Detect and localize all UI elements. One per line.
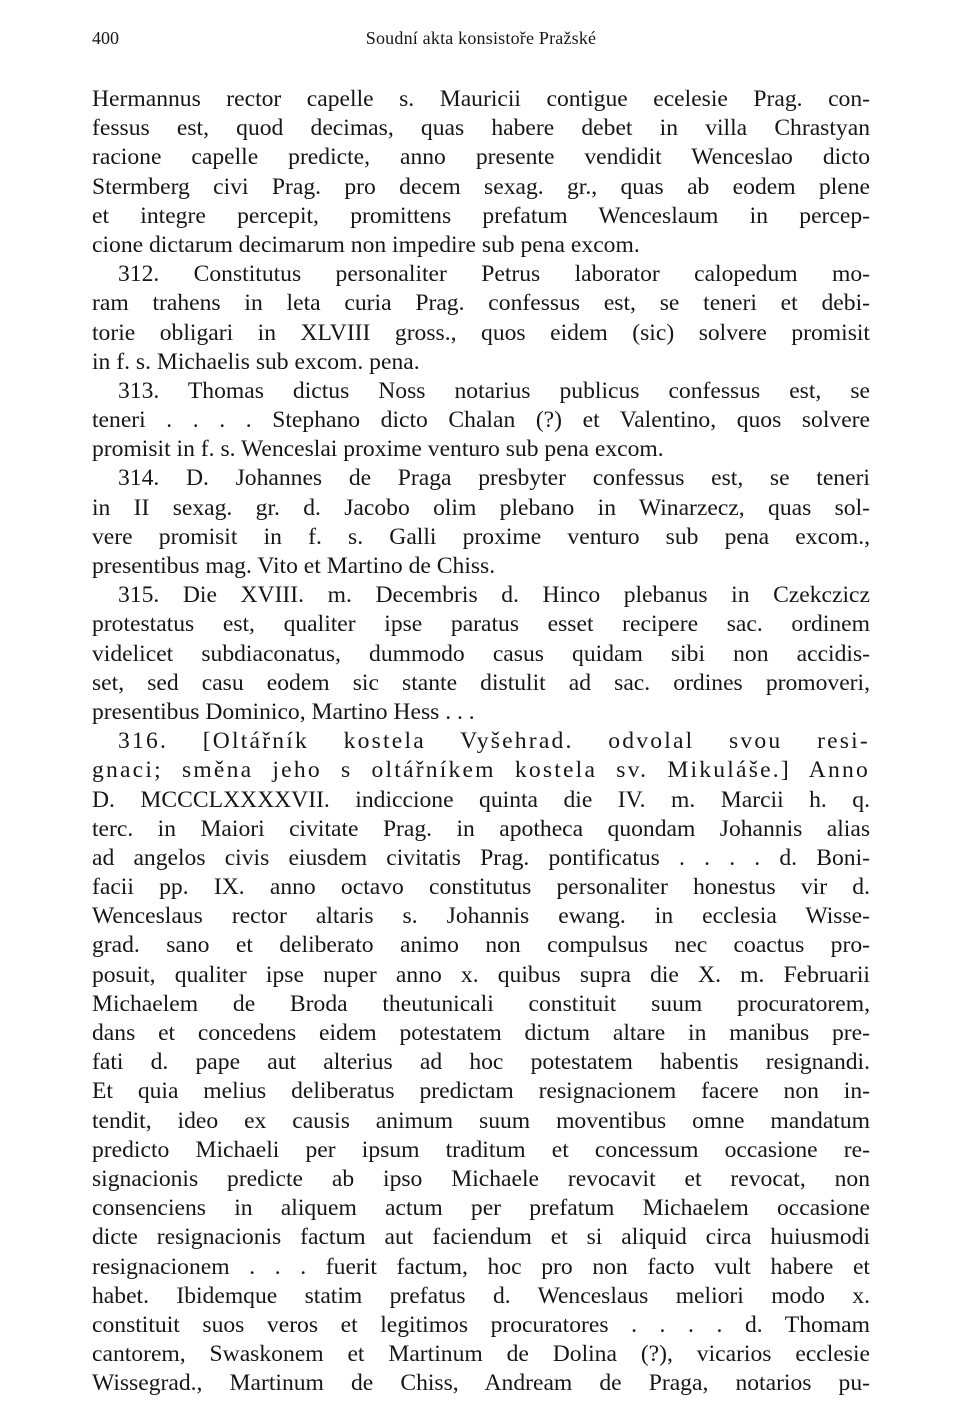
text-line: habet. Ibidemque statim prefatus d. Wenceslaus meliori modo x.	[92, 1282, 870, 1309]
text-line: signacionis predicte ab ipso Michaele revocavit et revocat, non	[92, 1165, 870, 1192]
text-line: 315. Die XVIII. m. Decembris d. Hinco plebanus in Czekczicz	[118, 582, 870, 609]
text-line: constituit suos veros et legitimos procuratores . . . . d. Thomam	[92, 1311, 870, 1338]
text-line: fessus est, quod decimas, quas habere debet in villa Chrastyan	[92, 115, 870, 142]
text-line: set, sed casu eodem sic stante distulit ad sac. ordines promoveri,	[92, 669, 870, 696]
text-line: ram trahens in leta curia Prag. confessus est, se teneri et debi-	[92, 290, 870, 317]
text-line: cione dictarum decimarum non impedire sub pena excom.	[92, 231, 640, 258]
text-line: gnaci; směna jeho s oltářníkem kostela sv. Mikuláše.] Anno	[92, 757, 870, 784]
text-line: 316. [Oltářník kostela Vyšehrad. odvolal svou resi-	[118, 728, 870, 755]
text-line: 313. Thomas dictus Noss notarius publicus confessus est, se	[118, 377, 870, 404]
text-line: protestatus est, qualiter ipse paratus esset recipere sac. ordinem	[92, 611, 870, 638]
text-line: Hermannus rector capelle s. Mauricii contigue ecelesie Prag. con-	[92, 86, 870, 112]
text-line: Wissegrad., Martinum de Chiss, Andream de Praga, notarios pu-	[92, 1370, 870, 1397]
page-number: 400	[92, 28, 119, 48]
text-line: teneri . . . . Stephano dicto Chalan (?) et Valentino, quos solvere	[92, 407, 870, 434]
document-body	[92, 85, 870, 1398]
text-line: terc. in Maiori civitate Prag. in apotheca quondam Johannis alias	[92, 815, 870, 842]
text-line: fati d. pape aut alterius ad hoc potestatem habentis resignandi.	[92, 1049, 870, 1076]
text-line: promisit in f. s. Wenceslai proxime venturo sub pena excom.	[92, 436, 664, 463]
text-line: facii pp. IX. anno octavo constitutus personaliter honestus vir d.	[92, 874, 870, 901]
text-line: resignacionem . . . fuerit factum, hoc pro non facto vult habere et	[92, 1253, 870, 1280]
text-line: in f. s. Michaelis sub excom. pena.	[92, 348, 420, 375]
page-header	[92, 28, 870, 54]
text-line: 312. Constitutus personaliter Petrus laborator calopedum mo-	[118, 261, 870, 288]
text-line: D. MCCCLXXXXVII. indiccione quinta die IV. m. Marcii h. q.	[92, 786, 870, 813]
text-line: presentibus mag. Vito et Martino de Chiss.	[92, 553, 496, 579]
text-line: grad. sano et deliberato animo non compulsus nec coactus pro-	[92, 932, 870, 959]
text-line: cantorem, Swaskonem et Martinum de Dolina (?), vicarios ecclesie	[92, 1341, 870, 1368]
text-line: ad angelos civis eiusdem civitatis Prag. pontificatus . . . . d. Boni-	[92, 844, 870, 871]
text-line: racione capelle predicte, anno presente vendidit Wenceslao dicto	[92, 144, 870, 171]
text-line: dicte resignacionis factum aut faciendum et si aliquid circa huiusmodi	[92, 1224, 870, 1251]
text-line: presentibus Dominico, Martino Hess . . .	[92, 698, 475, 725]
running-title: Soudní akta konsistoře Pražské	[365, 28, 597, 48]
text-line: Et quia melius deliberatus predictam resignacionem facere non in-	[92, 1078, 870, 1105]
text-line: posuit, qualiter ipse nuper anno x. quibus supra die X. m. Februarii	[92, 961, 870, 988]
text-line: Stermberg civi Prag. pro decem sexag. gr., quas ab eodem plene	[92, 173, 870, 200]
text-line: dans et concedens eidem potestatem dictum altare in manibus pre-	[92, 1020, 870, 1046]
text-line: tendit, ideo ex causis animum suum moventibus omne mandatum	[92, 1107, 870, 1134]
text-line: videlicet subdiaconatus, dummodo casus quidam sibi non accidis-	[92, 640, 870, 667]
text-line: 314. D. Johannes de Praga presbyter confessus est, se teneri	[118, 465, 870, 492]
text-line: predicto Michaeli per ipsum traditum et concessum occasione re-	[92, 1136, 870, 1163]
text-line: consenciens in aliquem actum per prefatum Michaelem occasione	[92, 1195, 870, 1222]
text-line: torie obligari in XLVIII gross., quos eidem (sic) solvere promisit	[92, 319, 870, 346]
text-line: vere promisit in f. s. Galli proxime venturo sub pena excom.,	[92, 523, 870, 550]
text-line: et integre percepit, promittens prefatum Wenceslaum in percep-	[92, 202, 870, 229]
text-line: Michaelem de Broda theutunicali constituit suum procuratorem,	[92, 990, 870, 1017]
text-line: in II sexag. gr. d. Jacobo olim plebano in Winarzecz, quas sol-	[92, 494, 870, 521]
text-line: Wenceslaus rector altaris s. Johannis ewang. in ecclesia Wisse-	[92, 903, 870, 930]
